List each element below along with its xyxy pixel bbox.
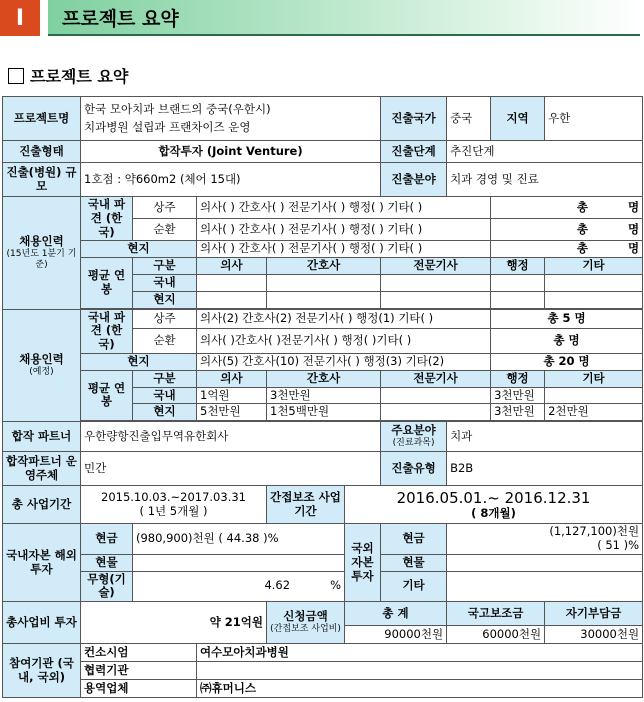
section-header [0,0,644,40]
section-number: I [0,0,40,36]
label-total-period: 총 사업기간 [3,486,81,524]
label-avg-salary-planned: 평균 연봉 [81,370,133,420]
cash-value: (980,900)천원 ( 44.38 )% [133,524,345,555]
col-nurse-planned: 간호사 [267,370,381,387]
sal-domestic-admin: 3천만원 [491,387,545,404]
col-gov-subsidy: 국고보조금 [447,602,545,626]
resident-roles: 의사( ) 간호사( ) 전문기사( ) 행정( ) 기타( ) [197,197,491,219]
label-partner-org2: 협력기관 [81,662,197,680]
sal-domestic-tech [381,387,491,404]
total-budget: 약 21억원 [81,602,267,644]
local-label: 현지 [81,241,197,258]
subtitle [8,64,128,87]
row-domestic: 국내 [133,274,197,291]
cooperating-org [197,662,643,680]
rotate-roles-planned: 의사( )간호사( )전문기사( ) 행정( )기타( ) [197,328,491,353]
col-grand-total: 총 계 [345,602,447,626]
sal-domestic-doctor: 1억원 [197,387,267,404]
entry-stage: 추진단계 [447,141,643,163]
region: 우한 [545,97,643,141]
local-label-planned: 현지 [81,353,197,370]
label-service-vendor: 용역업체 [81,680,197,698]
col-technician: 전문기사 [381,258,491,275]
gov-subsidy-value: 60000천원 [447,626,545,644]
row-domestic-planned: 국내 [133,387,197,404]
indirect-period: 2016.05.01.~ 2016.12.31 ( 8개월) [345,486,643,524]
label-foreign-cash: 현금 [381,524,447,555]
label-partner-org: 합작파트너 운영주체 [3,452,81,486]
rotate-label: 순환 [133,219,197,241]
field: 치과 경영 및 진료 [447,163,643,197]
sal-local-doctor: 5천만원 [197,404,267,421]
service-vendor: ㈜휴머니스 [197,680,643,698]
sal-local-tech [381,404,491,421]
resident-label: 상주 [133,197,197,219]
label-domestic-invest: 국내자본 해외투자 [3,524,81,602]
sal-domestic-other [545,387,643,404]
label-apply-amount: 신청금액 (간접보조 사업비) [267,602,345,644]
rotate-roles: 의사( ) 간호사( ) 전문기사( ) 행정( ) 기타( ) [197,219,491,241]
label-goods: 현물 [81,554,133,571]
rotate-label-planned: 순환 [133,328,197,353]
label-partner: 합작 파트너 [3,422,81,452]
col-technician-planned: 전문기사 [381,370,491,387]
entry-model: B2B [447,452,643,486]
label-avg-salary: 평균 연봉 [81,258,133,308]
rotate-total-planned: 총 명 [491,328,643,353]
row-local-planned: 현지 [133,404,197,421]
label-scale: 진출(병원) 규모 [3,163,81,197]
local-roles: 의사( ) 간호사( ) 전문기사( ) 행정( ) 기타( ) [197,241,491,258]
sal-local-nurse: 1천5백만원 [267,404,381,421]
foreign-cash-value: (1,127,100)천원 ( 51 )% [447,524,643,555]
intangible-value: 4.62 % [133,571,345,602]
label-indirect-period: 간접보조 사업기간 [267,486,345,524]
resident-roles-planned: 의사(2) 간호사(2) 전문기사( ) 행정(1) 기타( ) [197,309,491,328]
label-country: 진출국가 [381,97,447,141]
project-name: 한국 모아치과 브랜드의 중국(우한시) 치과병원 설립과 프랜차이즈 운영 [81,97,381,141]
entry-type: 합작투자 (Joint Venture) [81,141,381,163]
label-entry-type: 진출형태 [3,141,81,163]
label-region: 지역 [491,97,545,141]
self-pay-value: 30000천원 [545,626,643,644]
label-entry-model: 진출유형 [381,452,447,486]
resident-total-planned: 총 5 명 [491,309,643,328]
local-total-planned: 총 20 명 [491,353,643,370]
col-other: 기타 [545,258,643,275]
col-nurse: 간호사 [267,258,381,275]
partner-name: 우한량항진출입무역유한회사 [81,422,381,452]
sal-domestic-nurse: 3천만원 [267,387,381,404]
sal-local-other: 2천만원 [545,404,643,421]
label-participants: 참여기관 (국내, 국외) [3,644,81,698]
col-admin: 행정 [491,258,545,275]
grand-total-value: 90000천원 [345,626,447,644]
label-main-field: 주요분야 (진료과목) [381,422,447,452]
project-summary-table [2,96,643,698]
resident-total: 총 명 [491,197,643,219]
label-entry-stage: 진출단계 [381,141,447,163]
resident-label-planned: 상주 [133,309,197,328]
label-consortium: 컨소시엄 [81,644,197,662]
label-dispatch: 국내 파견 (한국) [81,197,133,241]
country: 중국 [447,97,491,141]
col-category: 구분 [133,258,197,275]
label-foreign-goods: 현물 [381,554,447,571]
row-local: 현지 [133,291,197,308]
label-dispatch-planned: 국내 파견 (한국) [81,309,133,353]
col-admin-planned: 행정 [491,370,545,387]
label-field: 진출분야 [381,163,447,197]
col-other-planned: 기타 [545,370,643,387]
subtitle-text: 프로젝트 요약 [30,67,129,86]
local-total: 총 명 [491,241,643,258]
sal-local-admin: 3천만원 [491,404,545,421]
checkbox-icon [8,68,24,84]
label-project-name: 프로젝트명 [3,97,81,141]
label-foreign-other: 기타 [381,571,447,602]
main-field: 치과 [447,422,643,452]
local-roles-planned: 의사(5) 간호사(10) 전문기사( ) 행정(3) 기타(2) [197,353,491,370]
col-doctor: 의사 [197,258,267,275]
scale: 1호점 : 약660m2 (체어 15대) [81,163,381,197]
consortium: 여수모아치과병원 [197,644,643,662]
partner-org: 민간 [81,452,381,486]
col-doctor-planned: 의사 [197,370,267,387]
label-staff-planned: 채용인력 (예정) [3,309,81,422]
label-foreign-invest: 국외 자본투자 [345,524,381,602]
section-title: 프로젝트 요약 [62,8,179,30]
label-cash: 현금 [81,524,133,555]
col-self-pay: 자기부담금 [545,602,643,626]
label-intangible: 무형(기술) [81,571,133,602]
label-staff-current: 채용인력 (15년도 1분기 기준) [3,197,81,310]
col-category-planned: 구분 [133,370,197,387]
total-period: 2015.10.03.~2017.03.31 ( 1년 5개월 ) [81,486,267,524]
rotate-total: 총 명 [491,219,643,241]
label-total-budget: 총사업비 투자 [3,602,81,644]
